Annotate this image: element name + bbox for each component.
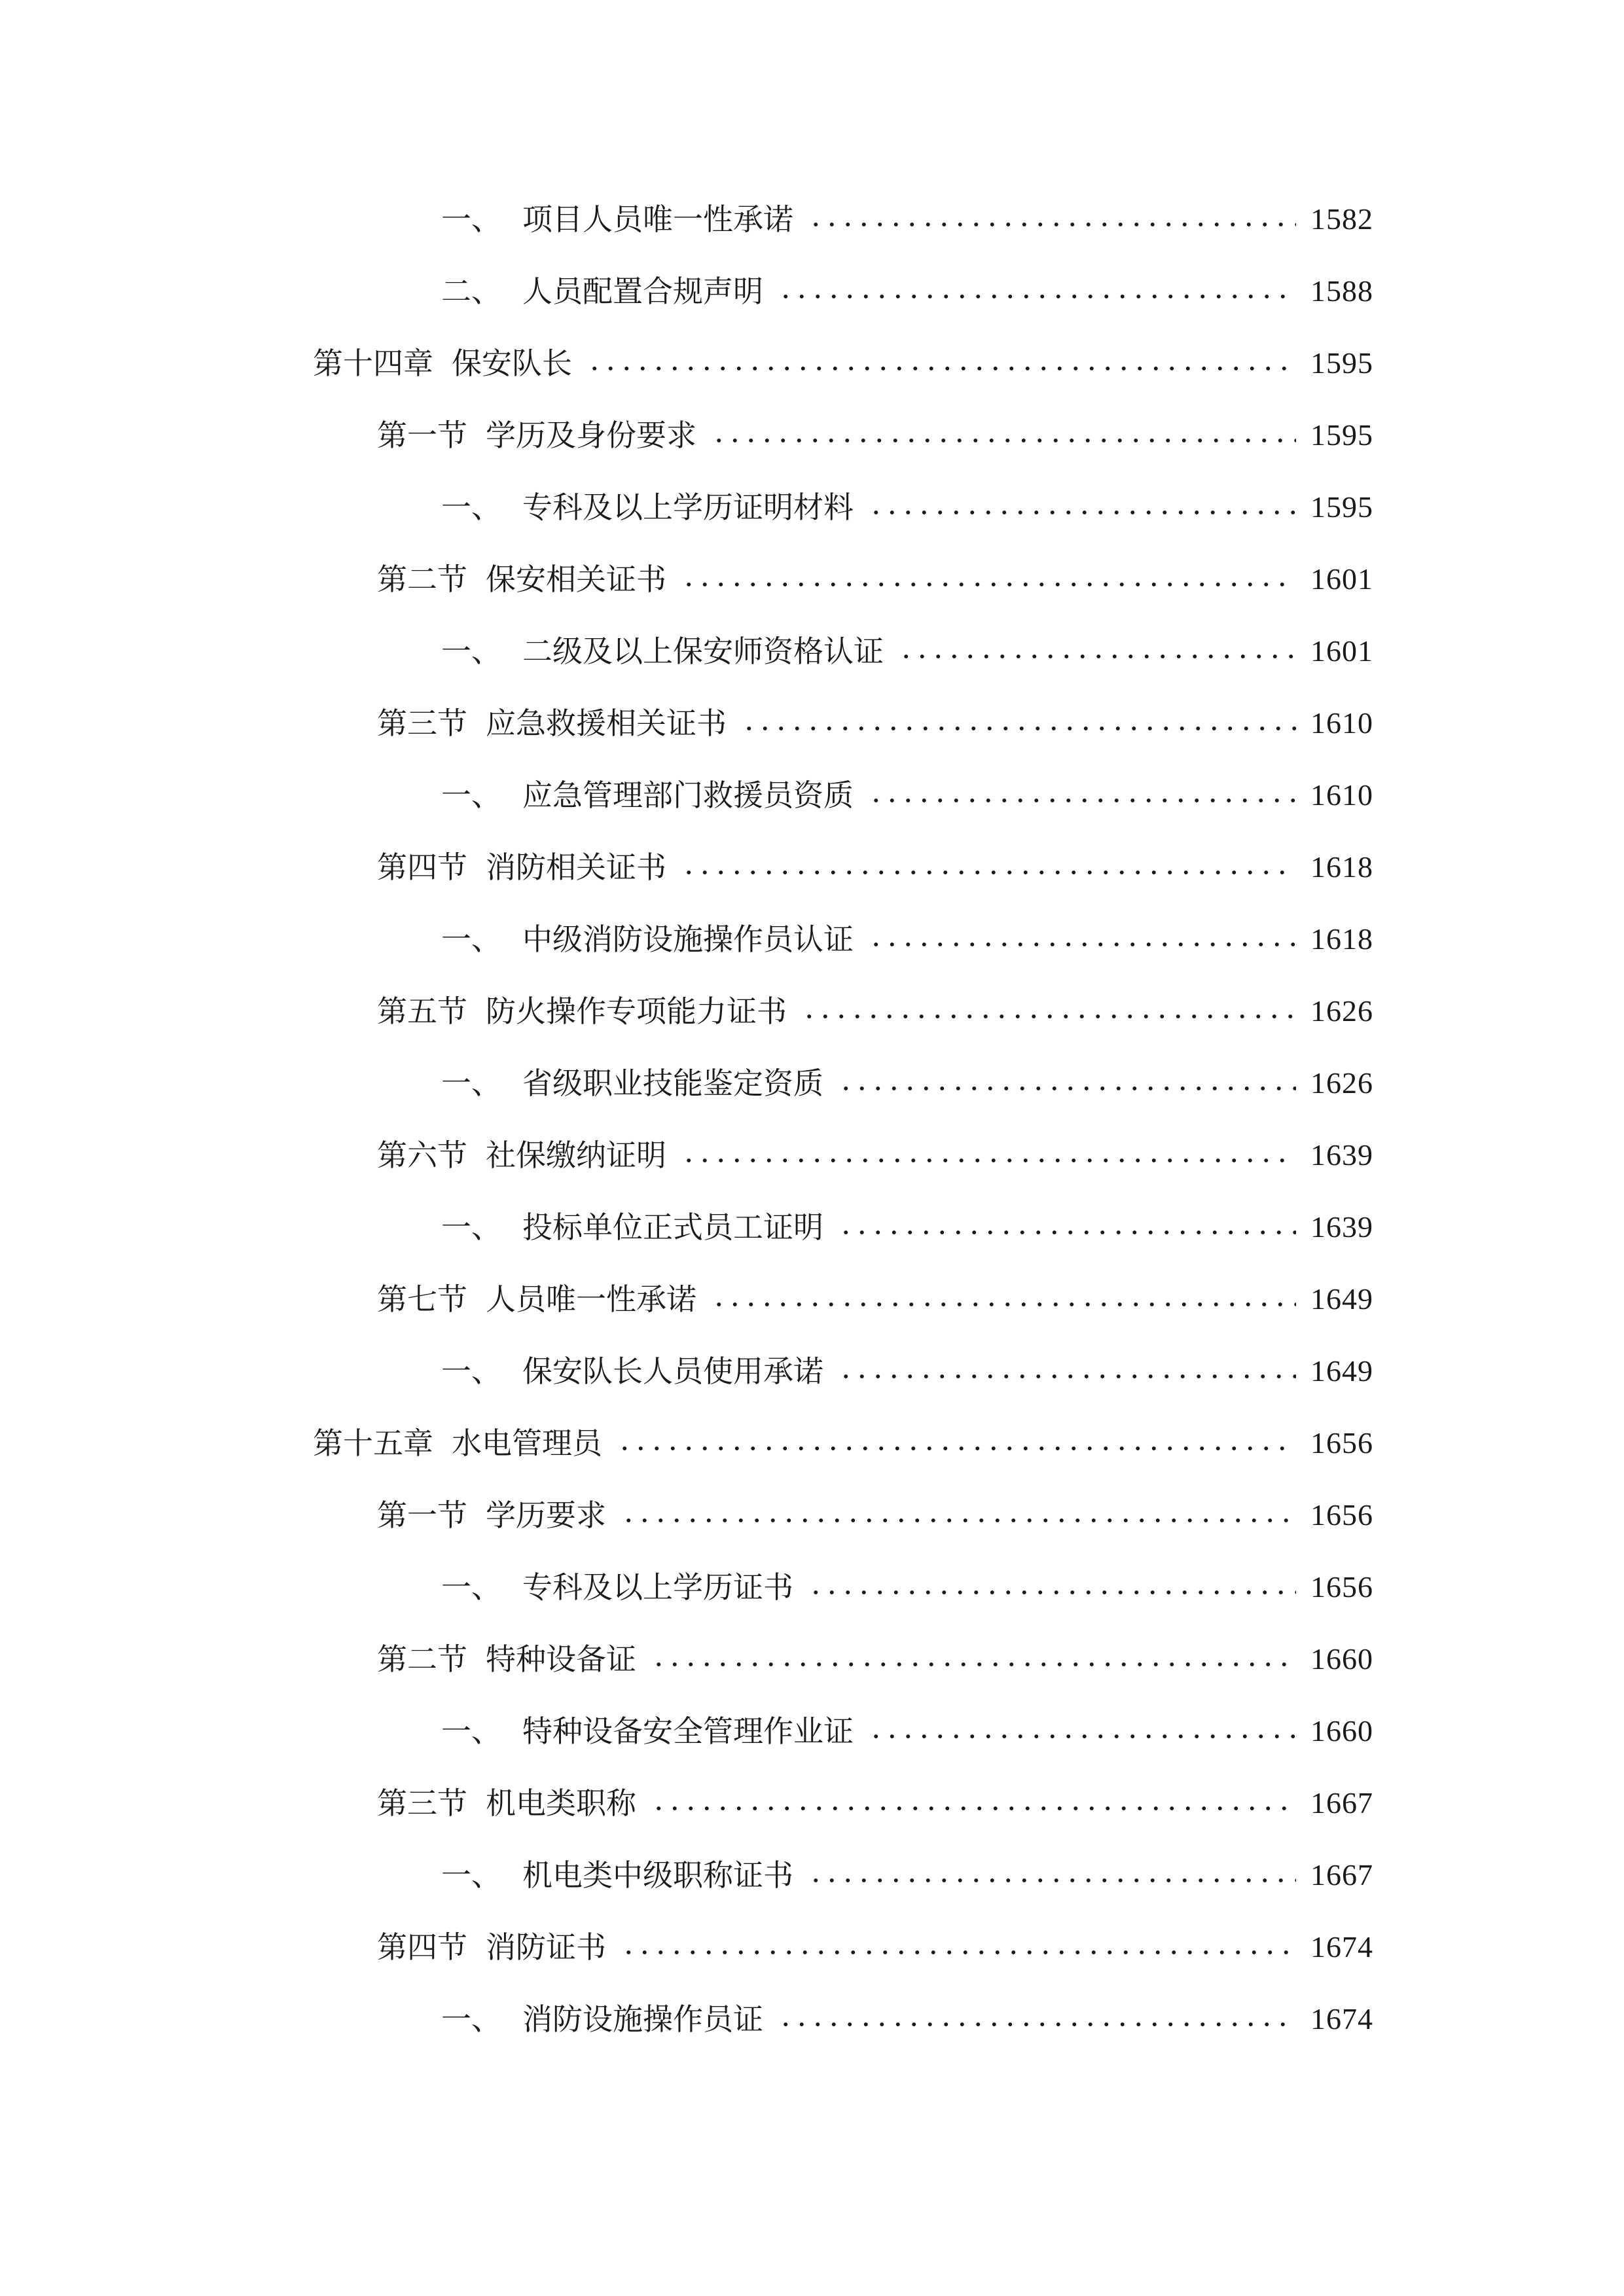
dot-leader: [808, 1878, 1296, 1882]
dot-leader: [741, 726, 1296, 730]
entry-title: 水电管理员: [452, 1426, 602, 1461]
dot-leader: [711, 1302, 1296, 1306]
entry-title: 应急管理部门救援员资质: [522, 778, 854, 813]
toc-entry-line: [377, 1126, 1373, 1185]
entry-page-number: 1660: [1310, 1714, 1373, 1748]
entry-number: 一、: [441, 922, 501, 957]
toc-entry-line: [377, 406, 1373, 465]
toc-entry[interactable]: [0, 694, 1624, 753]
toc-entry-line: [441, 766, 1373, 825]
dot-leader: [681, 583, 1296, 586]
toc-entry[interactable]: [0, 550, 1624, 609]
entry-title: 人员配置合规声明: [522, 274, 763, 309]
toc-entry[interactable]: [0, 1702, 1624, 1761]
entry-title: 防火操作专项能力证书: [486, 994, 787, 1029]
entry-number: 一、: [441, 634, 501, 669]
entry-title: 保安队长人员使用承诺: [522, 1354, 823, 1389]
entry-title: 机电类中级职称证书: [522, 1857, 793, 1893]
entry-number: 第七节: [377, 1282, 467, 1317]
toc-entry-line: [313, 1414, 1373, 1473]
entry-page-number: 1618: [1310, 850, 1373, 884]
toc-entry[interactable]: [0, 838, 1624, 897]
toc-entry[interactable]: [0, 1198, 1624, 1257]
entry-number: 一、: [441, 1570, 501, 1605]
toc-entry-line: [377, 1918, 1373, 1977]
dot-leader: [586, 367, 1296, 370]
entry-title: 专科及以上学历证书: [522, 1570, 793, 1605]
entry-page-number: 1667: [1310, 1858, 1373, 1892]
entry-page-number: 1626: [1310, 1066, 1373, 1100]
toc-entry-line: [377, 838, 1373, 897]
entry-title: 省级职业技能鉴定资质: [522, 1066, 823, 1101]
toc-entry-line: [441, 910, 1373, 969]
entry-page-number: 1601: [1310, 634, 1373, 668]
entry-title: 专科及以上学历证明材料: [522, 490, 854, 525]
toc-entry-line: [313, 334, 1373, 393]
entry-page-number: 1656: [1310, 1498, 1373, 1532]
entry-number: 二、: [441, 274, 501, 309]
toc-entry[interactable]: [0, 1342, 1624, 1401]
toc-entry[interactable]: [0, 1990, 1624, 2049]
toc-entry[interactable]: [0, 1558, 1624, 1617]
entry-title: 保安队长: [452, 346, 572, 381]
entry-number: 第六节: [377, 1138, 467, 1173]
entry-title: 投标单位正式员工证明: [522, 1210, 823, 1245]
entry-page-number: 1649: [1310, 1354, 1373, 1388]
entry-title: 项目人员唯一性承诺: [522, 202, 793, 237]
entry-page-number: 1639: [1310, 1138, 1373, 1172]
toc-entry[interactable]: [0, 478, 1624, 537]
entry-number: 一、: [441, 1210, 501, 1245]
dot-leader: [898, 655, 1296, 658]
toc-entry[interactable]: [0, 982, 1624, 1041]
entry-title: 学历及身份要求: [486, 418, 696, 453]
toc-entry[interactable]: [0, 1630, 1624, 1689]
dot-leader: [681, 870, 1296, 874]
dot-leader: [838, 1374, 1296, 1378]
toc-entry-line: [441, 1990, 1373, 2049]
toc-entry[interactable]: [0, 406, 1624, 465]
dot-leader: [621, 1518, 1296, 1522]
dot-leader: [621, 1950, 1296, 1954]
entry-number: 一、: [441, 1354, 501, 1389]
entry-title: 保安相关证书: [486, 562, 666, 597]
dot-leader: [838, 1230, 1296, 1234]
dot-leader: [778, 2022, 1296, 2026]
toc-entry[interactable]: [0, 1270, 1624, 1329]
dot-leader: [681, 1158, 1296, 1162]
toc-entry[interactable]: [0, 334, 1624, 393]
entry-number: 一、: [441, 1066, 501, 1101]
entry-page-number: 1610: [1310, 778, 1373, 812]
toc-entry[interactable]: [0, 1126, 1624, 1185]
entry-title: 人员唯一性承诺: [486, 1282, 696, 1317]
toc-entry[interactable]: [0, 1414, 1624, 1473]
entry-number: 一、: [441, 202, 501, 237]
entry-page-number: 1639: [1310, 1210, 1373, 1244]
toc-entry[interactable]: [0, 1918, 1624, 1977]
entry-page-number: 1674: [1310, 2002, 1373, 2036]
entry-page-number: 1656: [1310, 1426, 1373, 1460]
dot-leader: [778, 295, 1296, 298]
toc-entry-line: [441, 622, 1373, 681]
toc-entry-line: [441, 1054, 1373, 1113]
entry-page-number: 1582: [1310, 202, 1373, 236]
entry-page-number: 1595: [1310, 490, 1373, 524]
toc-entry[interactable]: [0, 1486, 1624, 1545]
entry-number: 第四节: [377, 850, 467, 885]
toc-entry-line: [377, 1270, 1373, 1329]
dot-leader: [868, 1734, 1296, 1738]
toc-entry[interactable]: [0, 622, 1624, 681]
dot-leader: [651, 1806, 1296, 1810]
entry-title: 二级及以上保安师资格认证: [522, 634, 884, 669]
entry-title: 消防证书: [486, 1929, 606, 1965]
entry-number: 第三节: [377, 706, 467, 741]
toc-entry[interactable]: [0, 1054, 1624, 1113]
entry-title: 应急救援相关证书: [486, 706, 727, 741]
toc-entry[interactable]: [0, 766, 1624, 825]
dot-leader: [651, 1662, 1296, 1666]
dot-leader: [711, 439, 1296, 442]
entry-title: 特种设备安全管理作业证: [522, 1713, 854, 1749]
entry-number: 第二节: [377, 1641, 467, 1677]
toc-entry-line: [441, 1702, 1373, 1761]
dot-leader: [868, 942, 1296, 946]
entry-number: 一、: [441, 778, 501, 813]
entry-title: 中级消防设施操作员认证: [522, 922, 854, 957]
entry-title: 特种设备证: [486, 1641, 636, 1677]
entry-page-number: 1595: [1310, 418, 1373, 452]
toc-entry[interactable]: [0, 190, 1624, 249]
entry-title: 消防相关证书: [486, 850, 666, 885]
entry-page-number: 1656: [1310, 1570, 1373, 1604]
entry-number: 第五节: [377, 994, 467, 1029]
toc-entry-line: [441, 478, 1373, 537]
entry-number: 一、: [441, 1857, 501, 1893]
toc-entry-line: [441, 190, 1373, 249]
toc-entry-line: [377, 550, 1373, 609]
toc-entry-line: [441, 1558, 1373, 1617]
entry-number: 第四节: [377, 1929, 467, 1965]
toc-entry-line: [377, 1630, 1373, 1689]
dot-leader: [808, 223, 1296, 226]
entry-title: 学历要求: [486, 1498, 606, 1533]
entry-number: 一、: [441, 490, 501, 525]
entry-title: 机电类职称: [486, 1785, 636, 1821]
entry-number: 第十四章: [313, 346, 433, 381]
entry-page-number: 1588: [1310, 274, 1373, 308]
dot-leader: [868, 798, 1296, 802]
entry-number: 第一节: [377, 1498, 467, 1533]
entry-number: 第十五章: [313, 1426, 433, 1461]
entry-page-number: 1601: [1310, 562, 1373, 596]
toc-entry-line: [441, 1846, 1373, 1905]
entry-number: 第二节: [377, 562, 467, 597]
dot-leader: [801, 1014, 1296, 1018]
entry-page-number: 1626: [1310, 994, 1373, 1028]
dot-leader: [868, 511, 1296, 514]
entry-number: 一、: [441, 1713, 501, 1749]
toc-entry[interactable]: [0, 910, 1624, 969]
toc-entry[interactable]: [0, 262, 1624, 321]
toc-entry[interactable]: [0, 1774, 1624, 1833]
toc-entry-line: [441, 262, 1373, 321]
toc-entry[interactable]: [0, 1846, 1624, 1905]
entry-page-number: 1649: [1310, 1282, 1373, 1316]
toc-entry-line: [441, 1342, 1373, 1401]
entry-page-number: 1618: [1310, 922, 1373, 956]
entry-page-number: 1595: [1310, 346, 1373, 380]
entry-number: 一、: [441, 2001, 501, 2037]
toc-entry-line: [377, 1486, 1373, 1545]
entry-title: 消防设施操作员证: [522, 2001, 763, 2037]
toc-entry-line: [377, 982, 1373, 1041]
dot-leader: [838, 1086, 1296, 1090]
toc-entry-line: [377, 694, 1373, 753]
entry-title: 社保缴纳证明: [486, 1138, 666, 1173]
entry-page-number: 1674: [1310, 1930, 1373, 1964]
dot-leader: [808, 1590, 1296, 1594]
toc-entry-line: [377, 1774, 1373, 1833]
dot-leader: [617, 1446, 1296, 1450]
entry-page-number: 1610: [1310, 706, 1373, 740]
toc-entry-line: [441, 1198, 1373, 1257]
entry-number: 第三节: [377, 1785, 467, 1821]
entry-page-number: 1667: [1310, 1786, 1373, 1820]
entry-page-number: 1660: [1310, 1642, 1373, 1676]
entry-number: 第一节: [377, 418, 467, 453]
